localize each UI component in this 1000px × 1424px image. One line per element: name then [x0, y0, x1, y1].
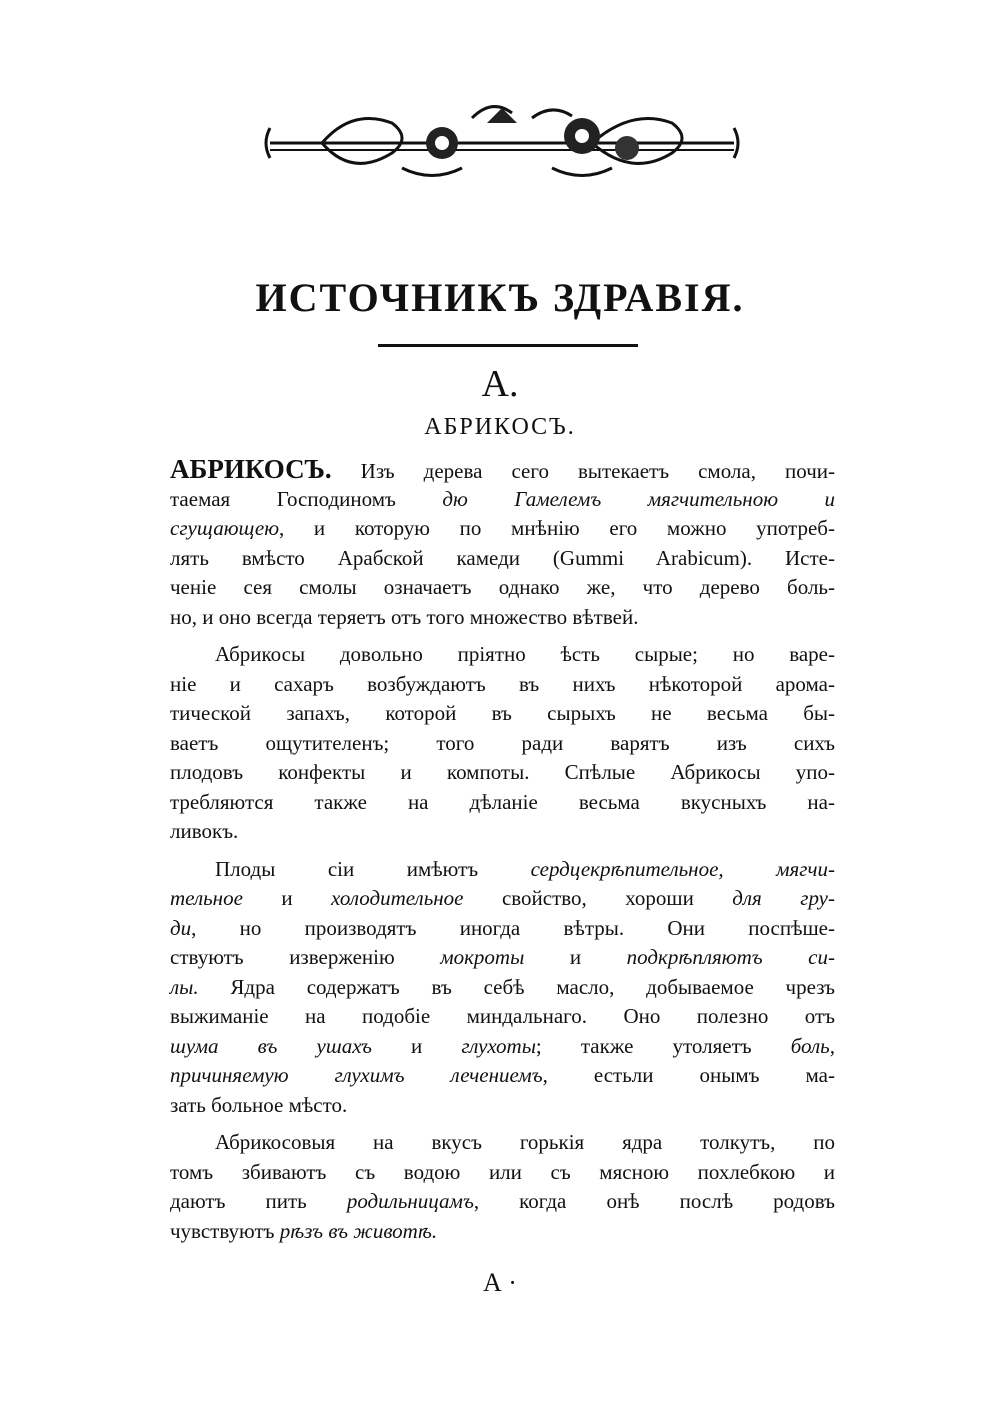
text-segment: выжиманіе на подобіе миндальнаго. Оно полезно отъ: [170, 1004, 835, 1028]
floral-ornament-icon: [262, 98, 742, 188]
text-segment: Ядра содержатъ въ себѣ масло, добываемое чрезъ: [198, 974, 835, 999]
text-segment: свойство, хороши: [463, 886, 733, 910]
text-line: [170, 943, 835, 973]
text-segment: лы.: [170, 974, 199, 999]
text-line: [170, 1061, 835, 1091]
text-segment: ваетъ ощутителенъ; того ради варятъ изъ сихъ: [170, 730, 835, 755]
paragraph: [170, 855, 835, 1121]
text-segment: ствуютъ изверженію: [170, 945, 441, 969]
text-line: [170, 544, 835, 574]
text-segment: ди: [170, 915, 192, 940]
text-line: [170, 1217, 835, 1247]
text-line: [170, 670, 835, 700]
text-line: [170, 573, 835, 603]
text-segment: глухоты: [461, 1033, 536, 1058]
text-line: [170, 855, 835, 885]
text-segment: но, и оно всегда теряетъ отъ того множество вѣтвей.: [170, 604, 639, 629]
text-segment: для гру-: [732, 886, 835, 910]
text-line: [170, 485, 835, 515]
text-segment: ; также утоляетъ: [535, 1033, 791, 1058]
text-segment: , но производятъ иногда вѣтры. Они поспѣше-: [191, 915, 835, 940]
text-segment: и: [242, 886, 332, 910]
text-segment: родильницамъ: [346, 1189, 474, 1213]
text-segment: плодовъ конфекты и компоты. Спѣлые Абрикосы упо-: [170, 760, 835, 784]
text-segment: боль,: [790, 1033, 835, 1058]
text-segment: холодительное: [331, 886, 464, 910]
signature-mark: А ·: [483, 1268, 517, 1297]
text-line: [170, 1187, 835, 1217]
text-segment: Абрикосы довольно пріятно ѣсть сырые; но варе-: [215, 642, 835, 666]
text-segment: , когда онѣ послѣ родовъ: [473, 1189, 835, 1213]
text-segment: таемая Господиномъ: [170, 486, 443, 511]
entry-body: [170, 455, 835, 1254]
text-segment: сгущающею: [170, 516, 280, 540]
text-segment: даютъ пить: [170, 1189, 347, 1213]
text-segment: требляются также на дѣланіе весьма вкусныхъ на-: [170, 789, 835, 814]
text-line: [170, 1158, 835, 1188]
paragraph: [170, 640, 835, 847]
section-letter: А.: [481, 363, 519, 405]
entry-heading: АБРИКОСЪ.: [424, 414, 576, 440]
paragraph: [170, 455, 835, 632]
text-segment: Плоды сіи имѣютъ: [215, 856, 531, 881]
text-segment: и: [524, 945, 627, 969]
entry-lead-word: АБРИКОСЪ.: [170, 454, 332, 484]
title-divider: [378, 344, 638, 347]
text-segment: сердцекрѣпительное, мягчи-: [530, 856, 836, 881]
text-line: [170, 884, 835, 914]
text-line: [170, 455, 835, 485]
page-title: ИСТОЧНИКЪ ЗДРАВІЯ.: [255, 275, 745, 320]
text-segment: тической запахъ, которой въ сырыхъ не весьма бы-: [170, 701, 835, 725]
text-line: [170, 514, 835, 544]
text-segment: чувствуютъ: [170, 1218, 280, 1243]
text-line: [170, 1002, 835, 1032]
text-segment: причиняемую глухимъ лечениемъ: [170, 1063, 543, 1087]
text-segment: Абрикосовыя на вкусъ горькія ядра толкутъ, по: [215, 1130, 835, 1154]
text-line: [170, 603, 835, 633]
text-segment: ченіе сея смолы означаетъ однако же, что дерево боль-: [170, 575, 835, 599]
text-line: [170, 758, 835, 788]
text-line: [170, 1091, 835, 1121]
text-segment: Изъ дерева сего вытекаетъ смола, почи-: [331, 459, 835, 483]
text-line: [170, 817, 835, 847]
text-segment: лять вмѣсто Арабской камеди (Gummi Arabicum). Исте-: [170, 545, 835, 570]
text-line: [170, 729, 835, 759]
text-segment: дю Гамелемъ мягчительною и: [442, 486, 835, 511]
text-segment: рѣзъ въ животѣ.: [279, 1218, 438, 1243]
text-segment: зать больное мѣсто.: [170, 1092, 348, 1117]
paragraph: [170, 1128, 835, 1246]
text-segment: ніе и сахаръ возбуждаютъ въ нихъ нѣкоторой арома-: [170, 671, 835, 696]
text-line: [170, 1032, 835, 1062]
text-segment: томъ збиваютъ съ водою или съ мясною похлебкою и: [170, 1159, 835, 1184]
text-segment: и: [371, 1033, 462, 1058]
text-segment: шума въ ушахъ: [170, 1033, 372, 1058]
text-line: [170, 914, 835, 944]
text-line: [170, 640, 835, 670]
text-line: [170, 699, 835, 729]
text-line: [170, 973, 835, 1003]
text-segment: тельное: [170, 886, 243, 910]
text-segment: мокроты: [440, 945, 525, 969]
text-line: [170, 1128, 835, 1158]
text-line: [170, 788, 835, 818]
text-segment: ливокъ.: [170, 819, 239, 843]
text-segment: , и которую по мнѣнію его можно употреб-: [279, 516, 835, 540]
text-segment: , естьли онымъ ма-: [542, 1063, 835, 1087]
text-segment: подкрѣпляютъ си-: [626, 945, 835, 969]
